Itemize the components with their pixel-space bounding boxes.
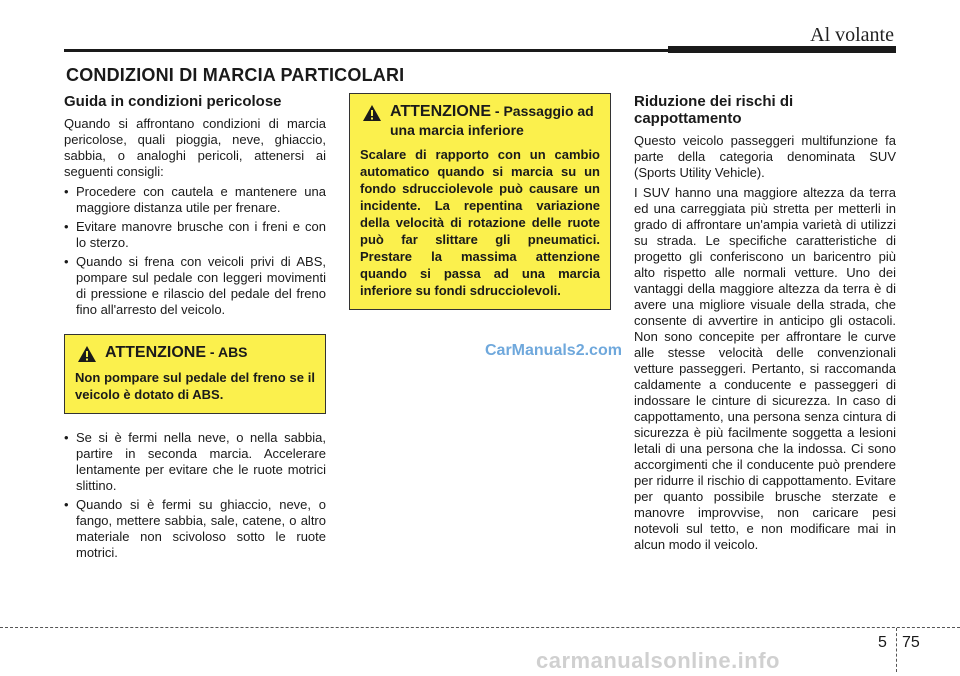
- bullet-list-b: [64, 430, 326, 561]
- page-number: 75: [902, 634, 920, 651]
- chapter-number: 5: [878, 634, 887, 651]
- warning-title: [75, 343, 315, 363]
- warning-label: ATTENZIONE: [390, 103, 492, 120]
- warning-subject: - Passaggio ad una marcia inferiore: [390, 103, 594, 138]
- paragraph: I SUV hanno una maggiore altezza da terra ed una carreggiata più stretta per metterli in grado di affrontare un'ampia varietà di utilizzi su strada. Le specifiche caratteristiche di progetto gli conferiscono un baricentro più alto rispetto alle normali vetture. Uno dei vantaggi della maggiore altezza da terra è di avere una migliore visuale della strada, che consente di avvertire in anticipo gli ostacoli. Non sono concepite per affrontare le curve alle stesse velocità delle convenzionali vetture passeggeri. Pertanto, si raccomanda caldamente a conducente e passeggeri di indossare le cinture di sicurezza. In caso di cappottamento, una persona senza cintura di sicurezza è più facilmente soggetta a lesioni letali di una persona che la indossa. Ci sono accorgimenti che il conducente può prendere per ridurre il rischio di cappottamento. Evitare per quanto possibile brusche sterzate e manovre improvvise, non caricare pesi notevoli sul tetto, e non modificare mai in alcun modo il veicolo.: [634, 185, 896, 552]
- header-rule-accent: [668, 46, 896, 53]
- warning-triangle-icon: [362, 104, 382, 122]
- warning-title: [360, 102, 600, 140]
- warning-box-downshift: [349, 93, 611, 310]
- page-number-separator: [896, 628, 897, 672]
- running-head: Al volante: [810, 24, 894, 46]
- warning-box-abs: [64, 334, 326, 414]
- list-item: • Se si è fermi nella neve, o nella sabbia, partire in seconda marcia. Accelerare lentamente per evitare che le ruote motrici slittino.: [64, 430, 326, 494]
- section-title: CONDIZIONI DI MARCIA PARTICOLARI: [66, 65, 405, 85]
- warning-label: ATTENZIONE: [105, 344, 207, 361]
- footer-watermark[interactable]: carmanualsonline.info: [536, 648, 780, 673]
- warning-body: Scalare di rapporto con un cambio automatico quando si marcia su un fondo sdrucciolevole può causare un incidente. La repentina variazione della velocità di rotazione delle ruote può far slittare gli pneumatici. Prestare la massima attenzione quando si passa ad una marcia inferiore su fondi sdrucciolevoli.: [360, 147, 600, 298]
- column-right: [634, 93, 896, 557]
- bullet-list-a: [64, 184, 326, 318]
- list-item: • Evitare manovre brusche con i freni e con lo sterzo.: [64, 219, 326, 251]
- footer-rule: [0, 627, 960, 628]
- warning-triangle-icon: [77, 345, 97, 363]
- heading-hazardous-conditions: Guida in condizioni pericolose: [64, 93, 282, 110]
- list-item: • Quando si frena con veicoli privi di ABS, pompare sul pedale con leggeri movimenti di pressione e rilascio del pedale del freno fino all'arresto del veicolo.: [64, 254, 326, 318]
- watermark-link[interactable]: CarManuals2.com: [485, 342, 622, 359]
- heading-rollover-risk: Riduzione dei rischi di cappottamento: [634, 93, 794, 127]
- warning-subject: - ABS: [206, 344, 248, 360]
- list-item: • Procedere con cautela e mantenere una maggiore distanza utile per frenare.: [64, 184, 326, 216]
- list-item: • Quando si è fermi su ghiaccio, neve, o fango, mettere sabbia, sale, catene, o altro materiale non scivoloso sotto le ruote motrici.: [64, 497, 326, 561]
- paragraph: Questo veicolo passeggeri multifunzione fa parte della categoria denominata SUV (Sports Utility Vehicle).: [634, 133, 896, 180]
- intro-paragraph: Quando si affrontano condizioni di marcia pericolose, quali pioggia, neve, ghiaccio, sabbia, o analoghi pericoli, attenersi ai seguenti consigli:: [64, 116, 326, 179]
- column-left: [64, 93, 326, 564]
- column-middle: [349, 93, 611, 310]
- warning-body: Non pompare sul pedale del freno se il veicolo è dotato di ABS.: [75, 370, 315, 402]
